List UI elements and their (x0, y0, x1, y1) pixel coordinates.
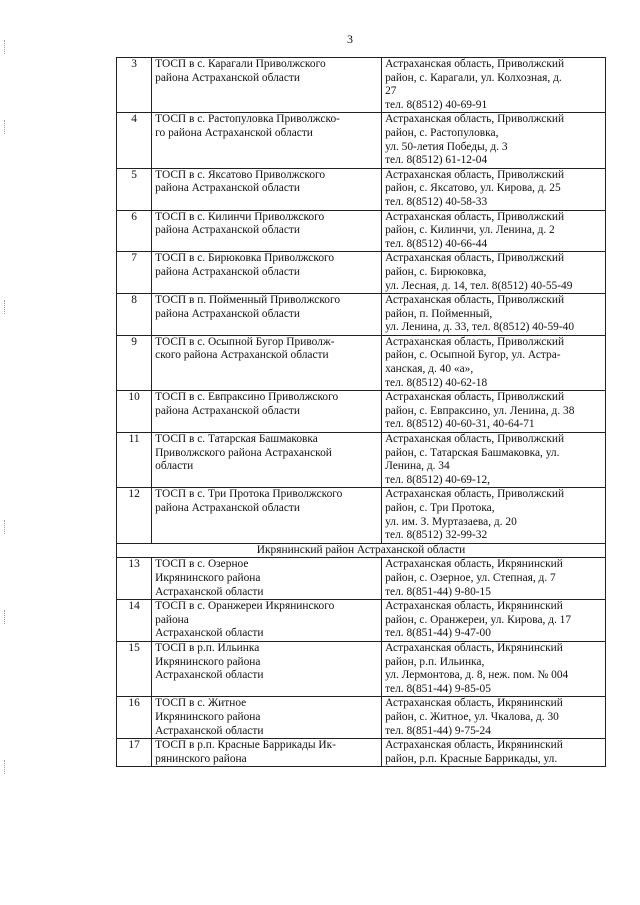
row-number: 16 (117, 697, 152, 739)
address-line: тел. 8(8512) 32-99-32 (385, 529, 488, 542)
address-line: тел. 8(8512) 40-69-12, (385, 473, 491, 486)
office-name-cell (152, 58, 382, 113)
table-row (117, 641, 606, 696)
office-name-cell (152, 488, 382, 543)
address-line: Астраханская область, Приволжский (385, 488, 565, 501)
address-line: ханская, д. 40 «а», (385, 363, 474, 376)
office-name-line: ТОСП в с. Карагали Приволжского (155, 58, 326, 70)
address-line: тел. 8(851-44) 9-85-05 (385, 682, 491, 695)
row-number: 13 (117, 558, 152, 600)
address-line: район, с. Озерное, ул. Степная, д. 7 (385, 571, 556, 584)
address-line: Астраханская область, Икрянинский (385, 558, 563, 571)
address-line: ул. Лесная, д. 14, тел. 8(8512) 40-55-49 (385, 279, 573, 292)
office-name-line: района Астраханской области (155, 224, 300, 237)
office-name-line: Астраханской области (155, 585, 264, 598)
address-line: Астраханская область, Приволжский (385, 433, 565, 446)
page-number: 3 (347, 32, 353, 46)
address-line: Астраханская область, Икрянинский (385, 739, 563, 752)
office-name-line: го района Астраханской области (155, 126, 313, 139)
address-line: тел. 8(8512) 61-12-04 (385, 154, 488, 167)
row-number: 3 (117, 58, 152, 113)
row-number: 9 (117, 335, 152, 390)
office-name-cell (152, 168, 382, 210)
address-cell (382, 697, 606, 739)
address-line: район, с. Татарская Башмаковка, ул. (385, 446, 560, 459)
address-line: Астраханская область, Приволжский (385, 168, 565, 181)
address-cell (382, 600, 606, 642)
office-name-cell (152, 210, 382, 252)
office-name-line: района Астраханской области (155, 265, 300, 278)
office-name-cell (152, 252, 382, 294)
office-name-cell (152, 697, 382, 739)
address-line: ул. 50-летия Победы, д. 3 (385, 140, 508, 153)
office-name-line: Астраханской области (155, 724, 264, 737)
section-title: Икрянинский район Астраханской области (117, 543, 606, 558)
office-name-line: ТОСП в с. Осыпной Бугор Приволж- (155, 335, 335, 348)
table-row (117, 697, 606, 739)
address-line: тел. 8(8512) 40-60-31, 40-64-71 (385, 418, 535, 431)
address-line: ул. им. З. Муртазаева, д. 20 (385, 515, 517, 528)
office-name-cell (152, 739, 382, 767)
address-line: ул. Ленина, д. 33, тел. 8(8512) 40-59-40 (385, 321, 575, 334)
address-line: Астраханская область, Приволжский (385, 391, 565, 404)
address-line: район, р.п. Ильинка, (385, 655, 485, 668)
table-row (117, 294, 606, 336)
office-name-line: ТОСП в с. Яксатово Приволжского (155, 168, 326, 181)
address-line: район, с. Растопуловка, (385, 126, 499, 139)
office-name-line: Икрянинского района (155, 710, 261, 723)
address-line: район, с. Яксатово, ул. Кирова, д. 25 (385, 182, 561, 195)
table-row (117, 391, 606, 433)
address-line: тел. 8(8512) 40-58-33 (385, 195, 488, 208)
address-line: Астраханская область, Приволжский (385, 58, 565, 70)
office-name-line: Икрянинского района (155, 571, 261, 584)
office-name-line: ТОСП в с. Евпраксино Приволжского (155, 391, 339, 404)
office-name-cell (152, 600, 382, 642)
office-name-line: ТОСП в р.п. Ильинка (155, 641, 260, 654)
office-name-line: ТОСП в с. Озерное (155, 558, 249, 571)
table-row (117, 488, 606, 543)
office-name-line: ТОСП в п. Пойменный Приволжского (155, 294, 341, 307)
row-number: 10 (117, 391, 152, 433)
address-line: Ленина, д. 34 (385, 460, 450, 473)
office-name-line: ТОСП в с. Татарская Башмаковка (155, 433, 318, 446)
section-header-row (117, 543, 606, 558)
address-line: район, с. Три Протока, (385, 502, 495, 514)
row-number: 15 (117, 641, 152, 696)
office-name-cell (152, 558, 382, 600)
address-cell (382, 168, 606, 210)
row-number: 12 (117, 488, 152, 543)
address-line: тел. 8(851-44) 9-47-00 (385, 627, 491, 640)
left-margin-marks (4, 0, 8, 905)
office-name-line: ТОСП в р.п. Красные Баррикады Ик- (155, 739, 336, 752)
address-line: район, р.п. Красные Баррикады, ул. (385, 752, 558, 765)
address-cell (382, 739, 606, 767)
office-name-line: Приволжского района Астраханской (155, 446, 332, 459)
address-line: район, с. Бирюковка, (385, 265, 487, 278)
table-row (117, 433, 606, 488)
row-number: 8 (117, 294, 152, 336)
row-number: 14 (117, 600, 152, 642)
office-name-line: ТОСП в с. Килинчи Приволжского (155, 210, 325, 223)
address-line: район, с. Килинчи, ул. Ленина, д. 2 (385, 224, 555, 237)
row-number: 11 (117, 433, 152, 488)
address-cell (382, 335, 606, 390)
address-line: район, с. Осыпной Бугор, ул. Астра- (385, 349, 561, 362)
office-name-line: района Астраханской области (155, 71, 300, 84)
address-cell (382, 252, 606, 294)
address-line: тел. 8(851-44) 9-80-15 (385, 585, 491, 598)
table-row (117, 739, 606, 767)
office-name-line: района Астраханской области (155, 502, 300, 514)
address-line: 27 (385, 85, 397, 98)
office-name-cell (152, 113, 382, 168)
office-name-cell (152, 294, 382, 336)
address-cell (382, 391, 606, 433)
table-row (117, 558, 606, 600)
address-cell (382, 58, 606, 113)
address-cell (382, 433, 606, 488)
office-name-line: рянинского района (155, 752, 247, 765)
address-line: район, п. Пойменный, (385, 307, 493, 320)
row-number: 6 (117, 210, 152, 252)
table-row (117, 252, 606, 294)
address-line: тел. 8(851-44) 9-75-24 (385, 724, 491, 737)
office-name-line: ского района Астраханской области (155, 349, 329, 362)
office-name-line: района Астраханской области (155, 182, 300, 195)
office-name-cell (152, 335, 382, 390)
address-cell (382, 558, 606, 600)
office-name-line: района Астраханской области (155, 404, 300, 417)
table-row (117, 600, 606, 642)
address-line: тел. 8(8512) 40-69-91 (385, 98, 488, 111)
office-name-cell (152, 641, 382, 696)
address-line: район, с. Оранжереи, ул. Кирова, д. 17 (385, 613, 572, 626)
address-cell (382, 641, 606, 696)
office-name-line: Астраханской области (155, 669, 264, 682)
office-name-line: ТОСП в с. Оранжереи Икрянинского (155, 600, 335, 613)
office-name-line: ТОСП в с. Растопуловка Приволжско- (155, 113, 340, 126)
office-list-table (116, 57, 606, 767)
office-name-line: района (155, 613, 189, 626)
office-name-line: ТОСП в с. Бирюковка Приволжского (155, 252, 335, 265)
row-number: 4 (117, 113, 152, 168)
office-name-line: ТОСП в с. Житное (155, 697, 247, 710)
address-line: Астраханская область, Приволжский (385, 252, 565, 265)
address-line: Астраханская область, Приволжский (385, 294, 565, 307)
address-line: тел. 8(8512) 40-62-18 (385, 376, 488, 389)
office-name-line: Икрянинского района (155, 655, 261, 668)
address-line: тел. 8(8512) 40-66-44 (385, 237, 488, 250)
table-row (117, 168, 606, 210)
table-row (117, 113, 606, 168)
office-name-line: Астраханской области (155, 627, 264, 640)
address-cell (382, 210, 606, 252)
address-cell (382, 488, 606, 543)
office-name-line: области (155, 460, 194, 473)
address-cell (382, 294, 606, 336)
office-name-cell (152, 391, 382, 433)
address-line: Астраханская область, Приволжский (385, 113, 565, 126)
address-line: район, с. Евпраксино, ул. Ленина, д. 38 (385, 404, 575, 417)
table-row (117, 335, 606, 390)
address-cell (382, 113, 606, 168)
address-line: Астраханская область, Икрянинский (385, 697, 563, 710)
address-line: район, с. Житное, ул. Чкалова, д. 30 (385, 710, 559, 723)
address-line: Астраханская область, Приволжский (385, 335, 565, 348)
address-line: ул. Лермонтова, д. 8, неж. пом. № 004 (385, 669, 569, 682)
table-row (117, 58, 606, 113)
row-number: 17 (117, 739, 152, 767)
address-line: район, с. Карагали, ул. Колхозная, д. (385, 71, 562, 84)
office-name-line: района Астраханской области (155, 307, 300, 320)
office-name-cell (152, 433, 382, 488)
address-line: Астраханская область, Икрянинский (385, 641, 563, 654)
row-number: 5 (117, 168, 152, 210)
table-row (117, 210, 606, 252)
address-line: Астраханская область, Приволжский (385, 210, 565, 223)
address-line: Астраханская область, Икрянинский (385, 600, 563, 613)
row-number: 7 (117, 252, 152, 294)
office-name-line: ТОСП в с. Три Протока Приволжского (155, 488, 343, 501)
